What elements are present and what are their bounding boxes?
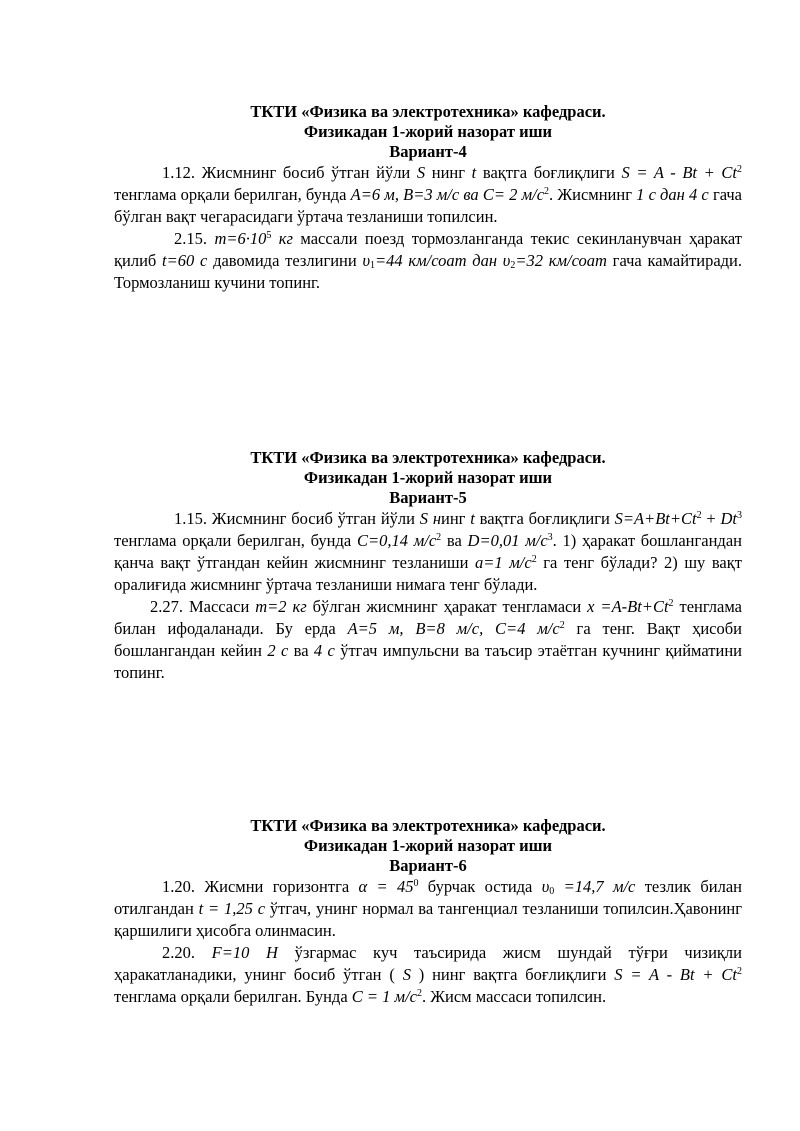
variant-5-section [114,448,742,684]
problem-1-15: 1.15. Жисмнинг босиб ўтган йўли S нинг t вақтга боғлиқлиги $S=A+Bt+Ct^2 + Dt^3$ тенглама орқали берилган, бунда C=0,14 $м/с^2$ ва D=0,01 $м/с^3$. 1) ҳаракат бошлангандан қанча вақт ўтгандан кейин жисмнинг тезланиши a=1 $м/с^2$ га тенг бўлади? 2) шу вақт оралиғида жисмнинг ўртача тезланиши нимага тенг бўлади. [114,509,742,594]
assignment-title: Физикадан 1-жорий назорат иши [303,836,553,855]
department-title: ТКТИ «Физика ва электротехника» кафедраси. [250,102,606,121]
variant-6-section [114,816,742,1008]
variant-4-section [114,102,742,294]
assignment-title: Физикадан 1-жорий назорат иши [303,468,553,487]
problem-2-27: 2.27. Массаси m=2 кг бўлган жисмнинг ҳаракат тенгламаси $х =A-Bt+Ct^2$ тенглама билан ифодаланади. Бу ерда A=5 м, B=8 м/с, C=4 $м/с^2$ га тенг. Вақт ҳисоби бошлангандан кейин 2 с ва 4 с ўтгач импульсни ва таъсир этаётган кучнинг қийматини топинг. [114,597,742,682]
variant-title: Вариант-5 [389,488,467,507]
department-title: ТКТИ «Физика ва электротехника» кафедраси. [250,816,606,835]
problem-2-15: 2.15. $m=6\cdot 10^5$ кг массали поезд тормозланганда текис секинланувчан ҳаракат қилиб t=60 с давомида тезлигини $\upsilon_1=44$ км/соат дан $\upsilon_2=32$ км/соат гача камайтиради. Тормозланиш кучини топинг. [114,229,743,292]
variant-title: Вариант-6 [389,856,467,875]
variant-title: Вариант-4 [389,142,467,161]
problem-1-12: 1.12. Жисмнинг босиб ўтган йўли S нинг t вақтга боғлиқлиги $S = A - Bt + Ct^2$ тенглама орқали берилган, бунда A=6 м, B=3 м/с ва C= 2 $м/с^2$. Жисмнинг 1 с дан 4 с гача бўлган вақт чегарасидаги ўртача тезланиши топилсин. [114,163,742,226]
problem-2-20: 2.20. F=10 Н ўзгармас куч таъсирида жисм шундай тўғри чизиқли ҳаракатланадики, унинг босиб ўтган ( S ) нинг вақтга боғлиқлиги $S = A - Bt + Ct^2$ тенглама орқали берилган. Бунда С = 1 $м/с^2$. Жисм массаси топилсин. [114,943,742,1006]
department-title: ТКТИ «Физика ва электротехника» кафедраси. [250,448,606,467]
assignment-title: Физикадан 1-жорий назорат иши [303,122,553,141]
problem-1-20: 1.20. Жисмни горизонтга $\alpha = 45^0$ бурчак остида $\upsilon_0 =14,7$ м/с тезлик билан отилгандан t = 1,25 с ўтгач, унинг нормал ва тангенциал тезланиши топилсин.Ҳавонинг қаршилиги ҳисобга олинмасин. [114,877,742,940]
